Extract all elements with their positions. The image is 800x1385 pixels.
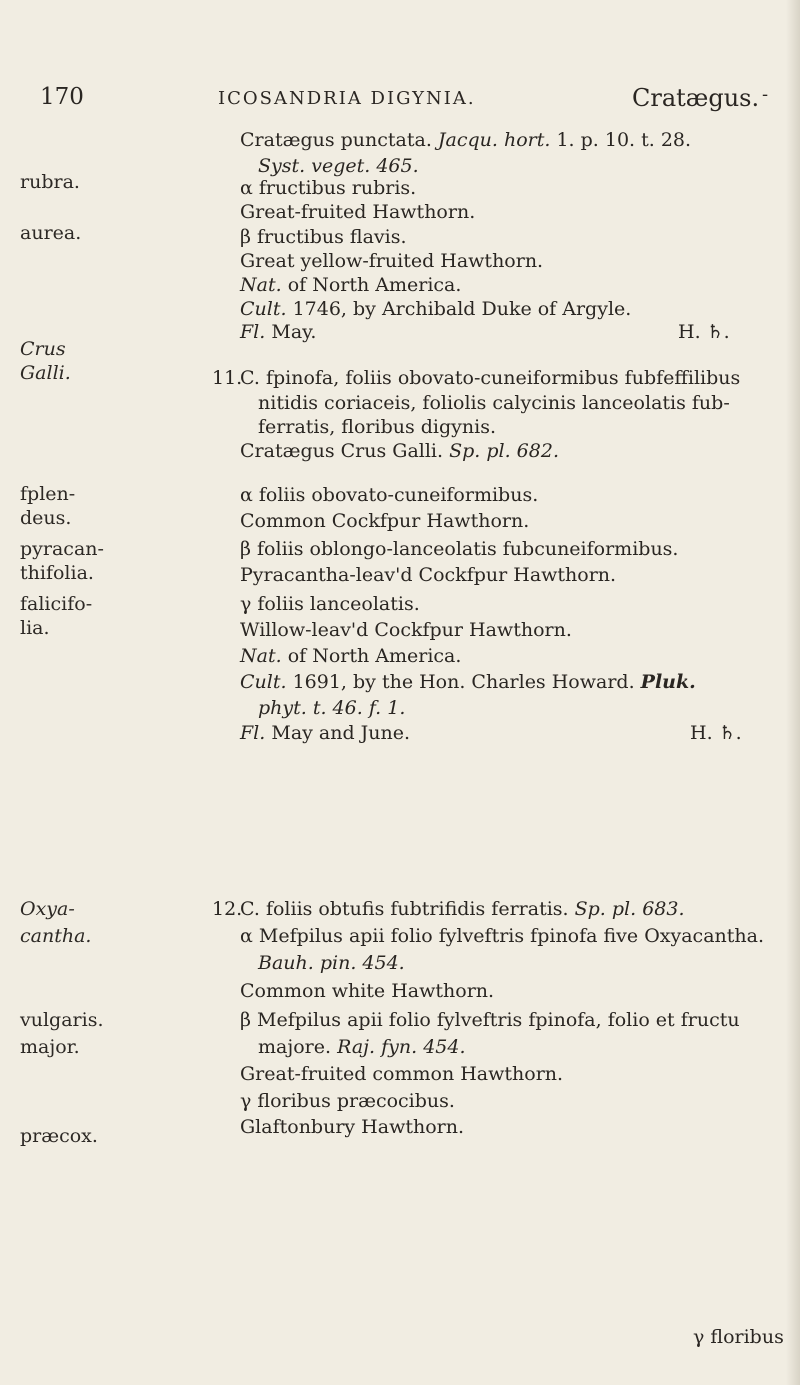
margin-pyracanthifolia-1: pyracan-	[20, 538, 104, 560]
spinosa-cult-label: Cult.	[240, 671, 287, 693]
obtusis-diagnosis-text: C. foliis obtufis fubtrifidis ferratis.	[240, 898, 569, 920]
margin-splendeus-2: deus.	[20, 507, 72, 529]
spinosa-fl-text: May and June.	[271, 722, 411, 744]
spinosa-variety-a-name: Common Cockfpur Hawthorn.	[240, 510, 530, 532]
margin-salicifolia-1: falicifo-	[20, 593, 93, 615]
spinosa-cult-text: 1691, by the Hon. Charles Howard.	[292, 671, 635, 693]
obtusis-variety-b: β Mefpilus apii folio fylveftris fpinofa, folio et fructu	[240, 1009, 740, 1031]
punctata-ref: Jacqu. hort.	[437, 129, 551, 151]
obtusis-variety-a-name: Common white Hawthorn.	[240, 980, 495, 1002]
spinosa-synonym-name: Cratægus Crus Galli.	[240, 440, 444, 462]
punctata-cult-label: Cult.	[240, 298, 287, 320]
spinosa-cult-ref: Pluk.	[640, 671, 696, 693]
spinosa-cultivation	[240, 671, 696, 693]
spinosa-diagnosis-3: ferratis, floribus digynis.	[258, 416, 497, 438]
running-title: ICOSANDRIA DIGYNIA.	[218, 88, 476, 109]
obtusis-diagnosis-ref: Sp. pl. 683.	[574, 898, 685, 920]
spinosa-synonym	[240, 440, 559, 462]
spinosa-fl-label: Fl.	[240, 722, 266, 744]
punctata-nat-text: of North America.	[287, 274, 462, 296]
obtusis-variety-g: γ floribus præcocibus.	[240, 1090, 455, 1112]
catchword: γ floribus	[693, 1326, 784, 1348]
spinosa-cult-ref-2: phyt. t. 46. f. 1.	[258, 697, 406, 719]
punctata-variety-b: β fructibus flavis.	[240, 226, 407, 248]
margin-praecox: præcox.	[20, 1125, 98, 1147]
margin-salicifolia-2: lia.	[20, 617, 50, 639]
page-number: 170	[40, 84, 84, 110]
punctata-flowering	[240, 321, 316, 343]
running-dash: -	[762, 84, 769, 105]
spinosa-native	[240, 645, 461, 667]
punctata-name: Cratægus punctata.	[240, 129, 432, 151]
margin-major: major.	[20, 1036, 80, 1058]
punctata-syst-ref: Syst. veget. 465.	[258, 155, 419, 177]
margin-oxyacantha-2: cantha.	[20, 925, 92, 947]
punctata-nat-label: Nat.	[240, 274, 282, 296]
margin-splendeus-1: fplen-	[20, 483, 76, 505]
punctata-cultivation	[240, 298, 631, 320]
obtusis-number: 12.	[212, 898, 243, 920]
spinosa-variety-a: α foliis obovato-cuneiformibus.	[240, 484, 539, 506]
spinosa-variety-b: β foliis oblongo-lanceolatis fubcuneiformibus.	[240, 538, 679, 560]
punctata-cult-text: 1746, by Archibald Duke of Argyle.	[292, 298, 632, 320]
punctata-native	[240, 274, 461, 296]
spinosa-variety-g-name: Willow-leav'd Cockfpur Hawthorn.	[240, 619, 572, 641]
margin-crus-2: Galli.	[20, 362, 71, 384]
page-edge-shadow	[786, 0, 800, 1385]
punctata-ref-tail: 1. p. 10. t. 28.	[556, 129, 692, 151]
obtusis-variety-a: α Mefpilus apii folio fylveftris fpinofa five Oxyacantha.	[240, 925, 765, 947]
obtusis-variety-a-ref: Bauh. pin. 454.	[258, 952, 405, 974]
margin-rubra: rubra.	[20, 171, 80, 193]
spinosa-synonym-ref: Sp. pl. 682.	[449, 440, 559, 462]
obtusis-variety-b-2	[258, 1036, 466, 1058]
margin-pyracanthifolia-2: thifolia.	[20, 562, 94, 584]
margin-aurea: aurea.	[20, 222, 82, 244]
punctata-variety-a: α fructibus rubris.	[240, 177, 417, 199]
spinosa-habit: H. ♄.	[690, 722, 742, 744]
running-genus: Cratægus.	[632, 84, 760, 112]
punctata-variety-b-name: Great yellow-fruited Hawthorn.	[240, 250, 544, 272]
obtusis-variety-b-major: majore.	[258, 1036, 332, 1058]
punctata-habit: H. ♄.	[678, 321, 730, 343]
punctata-fl-text: May.	[271, 321, 317, 343]
spinosa-variety-b-name: Pyracantha-leav'd Cockfpur Hawthorn.	[240, 564, 617, 586]
spinosa-diagnosis-2: nitidis coriaceis, foliolis calycinis lanceolatis fub-	[258, 392, 730, 414]
spinosa-number: 11.	[212, 367, 243, 389]
spinosa-diagnosis-1: C. fpinofa, foliis obovato-cuneiformibus fubfeffilibus	[240, 367, 741, 389]
margin-crus-1: Crus	[20, 338, 66, 360]
punctata-heading	[240, 129, 691, 151]
spinosa-variety-g: γ foliis lanceolatis.	[240, 593, 420, 615]
punctata-variety-a-name: Great-fruited Hawthorn.	[240, 201, 476, 223]
spinosa-flowering	[240, 722, 410, 744]
spinosa-nat-text: of North America.	[287, 645, 462, 667]
spinosa-nat-label: Nat.	[240, 645, 282, 667]
obtusis-variety-b-name: Great-fruited common Hawthorn.	[240, 1063, 564, 1085]
margin-vulgaris: vulgaris.	[20, 1009, 104, 1031]
obtusis-diagnosis	[240, 898, 685, 920]
running-header	[40, 84, 770, 114]
margin-oxyacantha-1: Oxya-	[20, 898, 75, 920]
obtusis-variety-g-name: Glaftonbury Hawthorn.	[240, 1116, 465, 1138]
obtusis-variety-b-ref: Raj. fyn. 454.	[337, 1036, 466, 1058]
punctata-fl-label: Fl.	[240, 321, 266, 343]
